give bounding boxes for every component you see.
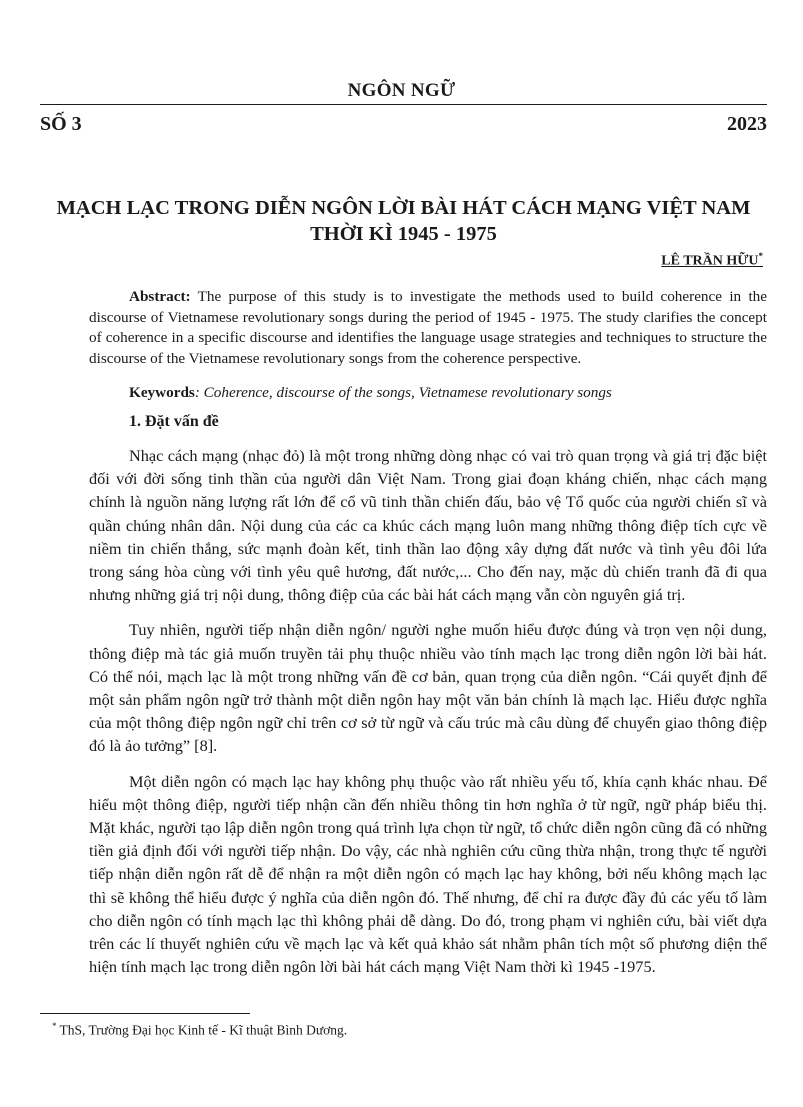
- author-name: [661, 251, 763, 270]
- paragraph: Nhạc cách mạng (nhạc đỏ) là một trong những dòng nhạc có vai trò quan trọng và giá trị đặc biệt đối với đời sống tinh thần của người dân Việt Nam. Trong giai đoạn kháng chiến, nhạc cách mạng chính là nguồn năng lượng rất lớn để cổ vũ tinh thần chiến đấu, bảo vệ Tổ quốc của người chiến sĩ và quần chúng nhân dân. Nội dung của các ca khúc cách mạng luôn mang những thông điệp tích cực về niềm tin chiến thắng, sức mạnh đoàn kết, tinh thần lao động xây dựng đất nước và tình yêu đôi lứa trong sáng hòa cùng với tình yêu quê hương, đất nước,... Cho đến nay, mặc dù chiến tranh đã đi qua nhưng những giá trị nội dung, thông điệp của các bài hát cách mạng vẫn còn nguyên giá trị.: [89, 446, 767, 605]
- author-footnote-mark: *: [758, 251, 763, 261]
- title-line-1: MẠCH LẠC TRONG DIỄN NGÔN LỜI BÀI HÁT CÁCH MẠNG VIỆT NAM: [56, 197, 751, 219]
- abstract-label: Abstract:: [129, 288, 191, 305]
- article-title: [40, 195, 767, 247]
- keywords: [89, 383, 767, 404]
- paragraph: Tuy nhiên, người tiếp nhận diễn ngôn/ người nghe muốn hiểu được đúng và trọn vẹn nội dung, thông điệp mà tác giả muốn truyền tải phụ thuộc nhiều vào tính mạch lạc trong diễn ngôn lời bài hát. Có thể nói, mạch lạc là một trong những vấn đề cơ bản, quan trọng của diễn ngôn. “Cái quyết định để một sản phẩm ngôn ngữ trở thành một diễn ngôn hay một văn bản chính là mạch lạc. Hiểu được nghĩa của một thông điệp ngôn ngữ chỉ trên cơ sở từ ngữ và cấu trúc mà câu dùng để chuyển giao thông điệp đó là ảo tưởng” [8].: [89, 620, 767, 756]
- issue-bar: [40, 104, 767, 136]
- keywords-label: Keywords: [129, 384, 195, 401]
- issue-number: SỐ 3: [40, 113, 82, 135]
- abstract: [89, 287, 767, 369]
- keywords-text: : Coherence, discourse of the songs, Vietnamese revolutionary songs: [194, 384, 612, 401]
- footnote-mark: *: [52, 1021, 57, 1031]
- footnote-text: ThS, Trường Đại học Kinh tế - Kĩ thuật Bình Dương.: [59, 1022, 348, 1038]
- journal-name: NGÔN NGỮ: [347, 80, 456, 101]
- article-body: [89, 287, 767, 990]
- footnote-divider: [40, 1013, 250, 1014]
- abstract-text: The purpose of this study is to investigate the methods used to build coherence in the discourse of Vietnamese revolutionary songs during the period of 1945 - 1975. The study clarifies the concept of coherence in a specific discourse and identifies the language usage strategies and techniques to structure the discourse of the Vietnamese revolutionary songs from the coherence perspective.: [89, 288, 767, 367]
- issue-year: 2023: [727, 113, 767, 135]
- paragraph: Một diễn ngôn có mạch lạc hay không phụ thuộc vào rất nhiều yếu tố, khía cạnh khác nhau. Để hiểu một thông điệp, người tiếp nhận cần đến nhiều thông tin hơn nghĩa ở từ ngữ, ngữ pháp biểu thị. Mặt khác, người tạo lập diễn ngôn trong quá trình lựa chọn từ ngữ, tổ chức diễn ngôn cũng đã có những tiền giả định đối với người tiếp nhận. Do vậy, các nhà nghiên cứu cũng thừa nhận, trong thực tế người tiếp nhận diễn ngôn rất dễ để nhận ra một diễn ngôn có mạch lạc hay không, bởi nếu không mạch lạc thì sẽ không thể hiểu được ý nghĩa của diễn ngôn đó. Thế nhưng, để chỉ ra được đầy đủ các yếu tố làm cho diễn ngôn có tính mạch lạc thì không phải dễ dàng. Do đó, trong phạm vi nghiên cứu, bài viết dựa trên các lí thuyết nghiên cứu về mạch lạc và kết quả khảo sát nhằm phân tích một số phương diện thể hiện tính mạch lạc trong diễn ngôn lời bài hát cách mạng Việt Nam thời kì 1945 -1975.: [89, 771, 767, 977]
- title-line-2: THỜI KÌ 1945 - 1975: [310, 223, 497, 245]
- section-heading: 1. Đặt vấn đề: [129, 412, 219, 430]
- author-text: LÊ TRẦN HỮU: [661, 253, 759, 269]
- footnote: [52, 1021, 347, 1039]
